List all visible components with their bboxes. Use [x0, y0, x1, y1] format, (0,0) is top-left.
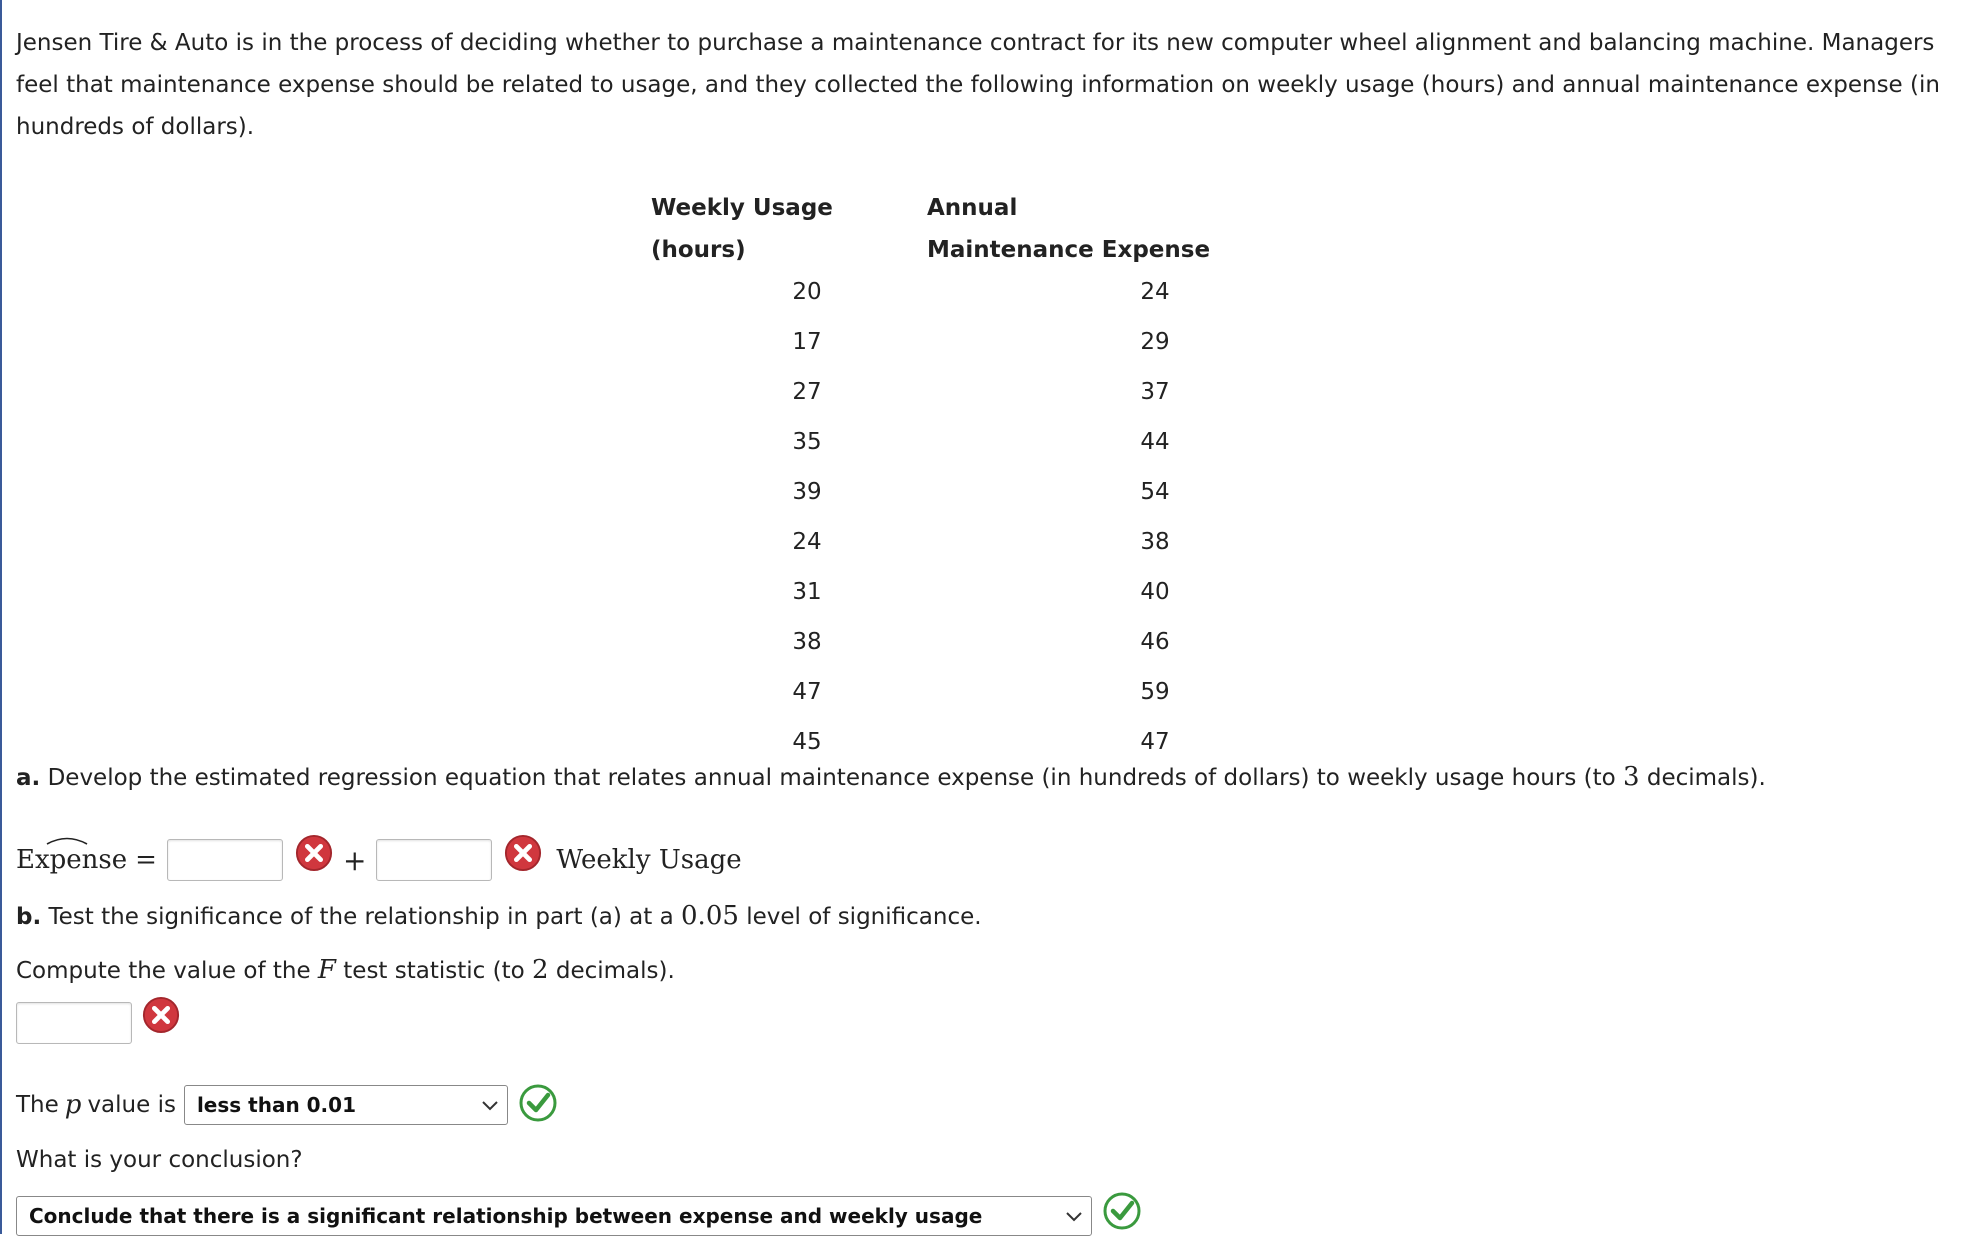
x-circle-icon: [504, 834, 542, 872]
usage-cell: 31: [792, 579, 822, 605]
col-header-usage-line2: (hours): [651, 237, 746, 263]
conclusion-select[interactable]: [16, 1196, 1092, 1236]
f-decimals: 2: [532, 955, 549, 985]
alpha-value: 0.05: [681, 901, 739, 931]
part-a-text: Develop the estimated regression equation that relates annual maintenance expense (in hundreds of dollars) to weekly usage hours (to: [40, 765, 1623, 791]
expense-cell: 24: [1140, 279, 1170, 305]
expense-cell: 54: [1140, 479, 1170, 505]
chevron-down-icon: [1065, 1208, 1083, 1224]
f-stat-answer: [16, 1002, 180, 1044]
table-row: [651, 529, 1251, 579]
usage-cell: 24: [792, 529, 822, 555]
expense-cell: 44: [1140, 429, 1170, 455]
expense-cell: 29: [1140, 329, 1170, 355]
f-text-end: decimals).: [548, 958, 675, 984]
x-circle-icon: [295, 834, 333, 872]
usage-cell: 17: [792, 329, 822, 355]
check-circle-icon: [1102, 1191, 1142, 1231]
expense-cell: 38: [1140, 529, 1170, 555]
usage-cell: 45: [792, 729, 822, 755]
p-text-start: The: [16, 1092, 59, 1118]
p-value-select[interactable]: [184, 1085, 508, 1125]
plus-sign: +: [342, 843, 367, 877]
col-header-expense-line2: Maintenance Expense: [927, 237, 1211, 263]
expense-hat-label: [16, 845, 127, 875]
p-symbol: p: [64, 1090, 82, 1120]
x-circle-icon: [142, 996, 180, 1034]
equals-sign: =: [135, 845, 157, 875]
conclusion-selected: Conclude that there is a significant relationship between expense and weekly usage: [29, 1204, 983, 1228]
expense-cell: 47: [1140, 729, 1170, 755]
part-a-decimals: 3: [1623, 762, 1640, 792]
part-b-prompt: [16, 896, 982, 937]
regression-equation: [16, 830, 742, 890]
intercept-input[interactable]: [167, 839, 283, 881]
col-header-usage-line1: Weekly Usage: [651, 195, 833, 221]
part-a-text-end: decimals).: [1639, 765, 1766, 791]
usage-cell: 38: [792, 629, 822, 655]
table-row: [651, 479, 1251, 529]
usage-cell: 20: [792, 279, 822, 305]
part-a-label: a.: [16, 765, 41, 791]
usage-cell: 35: [792, 429, 822, 455]
table-row: [651, 329, 1251, 379]
p-value-selected: less than 0.01: [196, 1093, 356, 1117]
usage-cell: 47: [792, 679, 822, 705]
part-b-label: b.: [16, 904, 42, 930]
table-row: [651, 279, 1251, 329]
slope-input[interactable]: [376, 839, 492, 881]
table-row: [651, 379, 1251, 429]
usage-cell: 27: [792, 379, 822, 405]
table-row: [651, 679, 1251, 729]
expense-cell: 59: [1140, 679, 1170, 705]
expense-cell: 40: [1140, 579, 1170, 605]
f-text-start: Compute the value of the: [16, 958, 318, 984]
table-row: [651, 629, 1251, 679]
col-header-expense-line1: Annual: [927, 195, 1018, 221]
conclusion-line: [16, 1196, 1142, 1236]
f-stat-prompt: [16, 950, 675, 991]
problem-intro: Jensen Tire & Auto is in the process of deciding whether to purchase a maintenance contract for its new computer wheel alignment and balancing machine. Managers feel that maintenance expense should be related to usage, and they collected the following information on weekly usage (hours) and annual maintenance expense (in hundreds of dollars).: [16, 30, 1940, 140]
col-header-expense: [927, 187, 1210, 271]
chevron-down-icon: [481, 1097, 499, 1113]
p-text-end: value is: [87, 1092, 176, 1118]
f-symbol: F: [317, 955, 336, 985]
part-b-text-end: level of significance.: [738, 904, 982, 930]
expense-text: Expense: [16, 845, 128, 875]
weekly-usage-var: Weekly Usage: [556, 845, 742, 875]
col-header-usage: [651, 187, 833, 271]
f-text-mid: test statistic (to: [335, 958, 532, 984]
check-circle-icon: [518, 1083, 558, 1123]
table-row: [651, 429, 1251, 479]
part-a-prompt: [16, 757, 1956, 798]
table-row: [651, 579, 1251, 629]
expense-cell: 46: [1140, 629, 1170, 655]
page-left-border: [0, 0, 2, 1234]
conclusion-question: What is your conclusion?: [16, 1147, 303, 1173]
f-stat-input[interactable]: [16, 1002, 132, 1044]
p-value-line: [16, 1080, 558, 1130]
question-content: [16, 22, 1956, 1228]
usage-cell: 39: [792, 479, 822, 505]
hat-accent: [46, 835, 88, 845]
expense-cell: 37: [1140, 379, 1170, 405]
part-b-text: Test the significance of the relationship in part (a) at a: [41, 904, 682, 930]
